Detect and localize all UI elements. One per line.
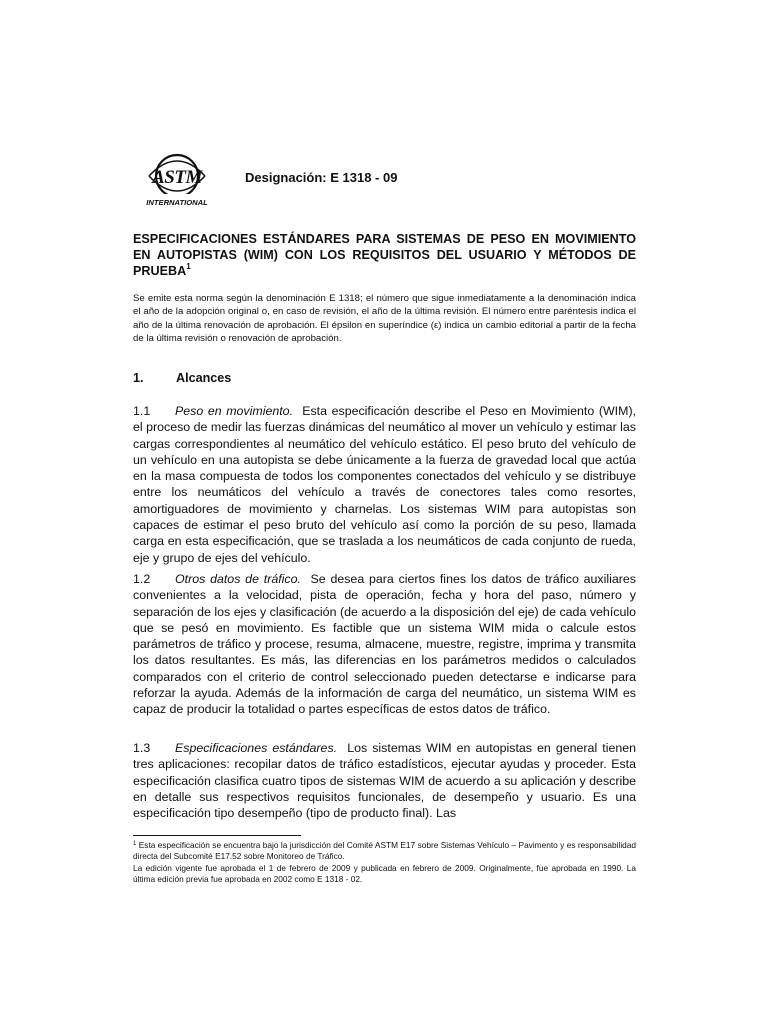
svg-text:INTERNATIONAL: INTERNATIONAL xyxy=(146,198,208,207)
paragraph-1-1 xyxy=(133,403,636,566)
title-footnote-mark: 1 xyxy=(186,262,191,271)
svg-text:ASTM: ASTM xyxy=(152,167,202,188)
paragraph-heading: Especificaciones estándares. xyxy=(175,741,338,755)
astm-logo xyxy=(139,150,215,212)
footnote-line-1 xyxy=(133,840,636,863)
section-number: 1. xyxy=(133,371,144,385)
paragraph-1-2 xyxy=(133,571,636,718)
paragraph-heading: Otros datos de tráfico. xyxy=(175,572,301,586)
paragraph-text: Los sistemas WIM en autopistas en general tienen tres aplicaciones: recopilar datos de tráfico estadísticos, ejecutar ayudas y proceder. Esta especificación clasifica cuatro tipos de sistemas WIM de acuerdo a su aplicación y describe en detalle sus respectivos requisitos funcionales, de desempeño y usuario. Es una especificación tipo desempeño (tipo de producto final). Las xyxy=(133,741,637,821)
section-heading xyxy=(133,371,231,385)
footnote-mark: 1 xyxy=(133,841,137,847)
paragraph-text: Se desea para ciertos fines los datos de tráfico auxiliares convenientes a la velocidad, pista de operación, fecha y hora del paso, número y separación de los ejes y clasificación (de acuerdo a la disposición del eje) de cada vehículo que se pesó en movimiento. Es factible que un sistema WIM mida o calcule estos parámetros de tráfico y procese, resuma, almacene, muestre, registre, imprima y transmita los datos resultantes. Es más, las diferencias en los parámetros medidos o calculados comparados con el criterio de control seleccionado pueden detectarse e indicarse para reforzar la ayuda. Además de la información de carga del neumático, un sistema WIM es capaz de producir la totalidad o partes específicas de estos datos de tráfico. xyxy=(133,572,636,717)
paragraph-heading: Peso en movimiento. xyxy=(175,404,294,418)
paragraph-1-3 xyxy=(133,740,636,821)
intro-note: Se emite esta norma según la denominación E 1318; el número que sigue inmediatamente a la denominación indica el año de la adopción original o, en caso de revisión, el año de la última revisión. El número entre paréntesis indica el año de la última renovación de aprobación. El épsilon en superíndice (ε) indica un cambio editorial a partir de la fecha de la última revisión o renovación de aprobación. xyxy=(133,293,636,344)
footnote-separator xyxy=(133,835,301,836)
title-text: ESPECIFICACIONES ESTÁNDARES PARA SISTEMAS DE PESO EN MOVIMIENTO EN AUTOPISTAS (WIM) CON LOS REQUISITOS DEL USUARIO Y MÉTODOS DE PRUEBA xyxy=(133,232,636,278)
footnote-line-2: La edición vigente fue aprobada el 1 de febrero de 2009 y publicada en febrero de 2009. Originalmente, fue aprobada en 1990. La última edición previa fue aprobada en 2002 como E 1318 - 02. xyxy=(133,862,636,885)
footnote-jurisdiction: Esta especificación se encuentra bajo la jurisdicción del Comité ASTM E17 sobre Sistemas Vehículo – Pavimento y es responsabilidad directa del Subcomité E17.52 sobre Monitoreo de Tráfico. xyxy=(133,840,636,862)
document-title xyxy=(133,231,636,279)
paragraph-number: 1.2 xyxy=(133,572,151,586)
document-header xyxy=(139,150,636,212)
paragraph-number: 1.1 xyxy=(133,404,151,418)
paragraph-number: 1.3 xyxy=(133,741,151,755)
section-title: Alcances xyxy=(176,371,232,385)
footnote xyxy=(133,840,636,886)
paragraph-text: Esta especificación describe el Peso en Movimiento (WIM), el proceso de medir las fuerzas dinámicas del neumático al mover un vehículo y estimar las cargas correspondientes al neumático del vehículo estático. El peso bruto del vehículo de un vehículo en una autopista se debe únicamente a la fuerza de gravedad local que actúa en la masa compuesta de todos los componentes conectados del vehículo y se distribuye entre los neumáticos del vehículo a través de conectores tales como resortes, amortiguadores de movimiento y charnelas. Los sistemas WIM para autopistas son capaces de estimar el peso bruto del vehículo así como la porción de su peso, llamada carga en esta especificación, que se traslada a los neumáticos de cada conjunto de rueda, eje y grupo de ejes del vehículo. xyxy=(133,404,637,565)
designation: Designación: E 1318 - 09 xyxy=(245,170,398,185)
